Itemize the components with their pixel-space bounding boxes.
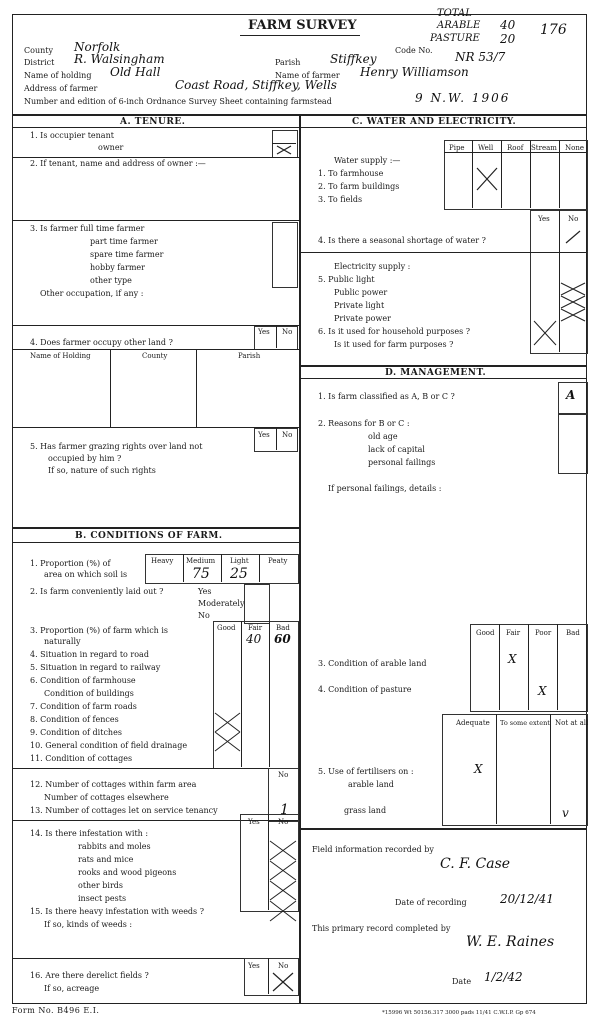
tenure-q1-owner: owner — [98, 143, 124, 152]
cottages-no-label: No — [278, 771, 289, 779]
totals-total-label: TOTAL — [437, 8, 472, 19]
center-divider — [299, 114, 301, 1004]
cond-col-fair: Fair — [506, 629, 521, 637]
management-q5-grass: grass land — [344, 806, 387, 815]
conditions-item-4: 4. Situation in regard to road — [30, 650, 149, 659]
conditions-q15b: If so, kinds of weeds : — [44, 920, 133, 929]
cross-mark: X — [508, 652, 517, 666]
code-value: NR 53/7 — [455, 50, 506, 64]
conditions-item-5: 5. Situation in regard to railway — [30, 663, 161, 672]
water-q5: 5. Public light — [318, 275, 375, 284]
tenure-heading: A. TENURE. — [120, 117, 186, 127]
conditions-heading-line — [12, 542, 300, 543]
record-date2: 1/2/42 — [484, 970, 523, 984]
cross-hatch — [560, 282, 586, 322]
water-heading-line — [300, 127, 587, 128]
tenure-q3-spare: spare time farmer — [90, 250, 164, 259]
footer-form-no: Form No. B496 E.I. — [12, 1006, 100, 1015]
conditions-q3b: naturally — [44, 637, 81, 646]
water-col-none: None — [565, 144, 584, 152]
water-q4-rule — [300, 252, 587, 253]
nat-col-good: Good — [217, 624, 236, 632]
management-heading-line — [300, 378, 587, 379]
totals-total-value: 176 — [540, 22, 567, 38]
conditions-q2-no: No — [198, 611, 210, 620]
conditions-q16b: If so, acreage — [44, 984, 100, 993]
water-grid-v4 — [559, 140, 560, 208]
fert-col-none: Not at all — [555, 719, 589, 727]
tenure-q3-hobby: hobby farmer — [90, 263, 145, 272]
conditions-q14: 14. Is there infestation with : — [30, 829, 149, 838]
nat-fair-value: 40 — [246, 632, 262, 646]
conditions-item-11: 11. Condition of cottages — [30, 754, 133, 763]
tenure-q3: 3. Is farmer full time farmer — [30, 224, 145, 233]
tenure-q5-line2: occupied by him ? — [48, 454, 122, 463]
tenure-q1: 1. Is occupier tenant — [30, 131, 114, 140]
sheet-label: Number and edition of 6-inch Ordnance Survey Sheet containing farmstead — [24, 97, 332, 106]
conditions-item-10: 10. General condition of field drainage — [30, 741, 188, 750]
conditions-heading: B. CONDITIONS OF FARM. — [75, 531, 223, 541]
conditions-q13-value: 1 — [280, 802, 289, 818]
cond-col-good: Good — [476, 629, 495, 637]
cross-mark — [476, 167, 498, 191]
pest-rats: rats and mice — [78, 855, 134, 864]
tenure-q4-yesno-split — [276, 326, 277, 348]
tenure-q5-no: No — [282, 431, 293, 439]
water-q6b: Is it used for farm purposes ? — [334, 340, 454, 349]
nat-col-bad: Bad — [276, 624, 290, 632]
water-management-divider — [300, 365, 587, 367]
holding-value: Old Hall — [110, 65, 161, 79]
water-grid-v2 — [501, 140, 502, 208]
tenure-q4-no: No — [282, 328, 293, 336]
water-q6: 6. Is it used for household purposes ? — [318, 327, 471, 336]
tenure-table-col1 — [110, 349, 111, 427]
tenure-q5-yes: Yes — [258, 431, 270, 439]
water-yesno-split — [559, 210, 560, 352]
management-reason-capital: lack of capital — [368, 445, 425, 454]
mgmt-fert-v1 — [496, 714, 497, 824]
conditions-item-8: 8. Condition of fences — [30, 715, 119, 724]
management-heading: D. MANAGEMENT. — [385, 368, 487, 378]
conditions-mid-rule — [12, 768, 300, 769]
conditions-item-9: 9. Condition of ditches — [30, 728, 122, 737]
address-value: Coast Road, Stiffkey, Wells — [175, 78, 337, 92]
water-col-pipe: Pipe — [449, 144, 465, 152]
conditions-item-7: 7. Condition of farm roads — [30, 702, 137, 711]
natural-grid-v2 — [269, 621, 270, 767]
district-value: R. Walsingham — [74, 52, 165, 66]
derelict-yes: Yes — [248, 962, 260, 970]
conditions-q16: 16. Are there derelict fields ? — [30, 971, 149, 980]
conditions-q12: 12. Number of cottages within farm area — [30, 780, 197, 789]
cross-mark — [533, 320, 557, 346]
q2-tick-box — [244, 584, 270, 624]
water-col-roof: Roof — [507, 144, 524, 152]
parish-label: Parish — [275, 58, 301, 67]
conditions-q2-yes: Yes — [198, 587, 212, 596]
soil-medium-value: 75 — [192, 566, 210, 582]
tenure-table-col2 — [196, 349, 197, 427]
cross-mark: X — [538, 684, 547, 698]
water-supply-label: Water supply :— — [334, 156, 401, 165]
tenure-q5-yesno-split — [276, 428, 277, 450]
cross-mark — [272, 972, 294, 992]
soil-grid-v2 — [221, 554, 222, 582]
pests-no: No — [278, 818, 289, 826]
soil-grid-v3 — [259, 554, 260, 582]
mgmt-cond-v1 — [499, 624, 500, 710]
management-reason-age: old age — [368, 432, 398, 441]
record-recorder: C. F. Case — [440, 856, 511, 872]
tick-mark: v — [562, 806, 569, 820]
code-label: Code No. — [395, 46, 433, 55]
tenure-q5-line1: 5. Has farmer grazing rights over land not — [30, 442, 203, 451]
water-r3: 3. To fields — [318, 195, 363, 204]
water-col-well: Well — [478, 144, 494, 152]
cond-col-bad: Bad — [566, 629, 580, 637]
derelict-yesno-split — [268, 958, 269, 994]
derelict-no: No — [278, 962, 289, 970]
record-field-info: Field information recorded by — [312, 845, 434, 854]
tenure-table-top — [12, 349, 300, 350]
totals-pasture-value: 20 — [500, 32, 516, 46]
water-no: No — [568, 215, 579, 223]
tenure-q3-other: other type — [90, 276, 132, 285]
farmer-label: Name of farmer — [275, 71, 340, 80]
address-label: Address of farmer — [24, 84, 98, 93]
water-q4: 4. Is there a seasonal shortage of water ? — [318, 236, 486, 245]
water-yes: Yes — [538, 215, 550, 223]
management-q2: 2. Reasons for B or C : — [318, 419, 410, 428]
tenure-q4: 4. Does farmer occupy other land ? — [30, 338, 173, 347]
conditions-item-6b: Condition of buildings — [44, 689, 134, 698]
tenure-q2-rule — [12, 220, 300, 221]
water-grid-v1 — [472, 140, 473, 208]
tenure-q3-tick-box — [272, 222, 298, 288]
tenure-q1-box-mid — [272, 143, 296, 144]
conditions-q2-moderately: Moderately — [198, 599, 245, 608]
totals-pasture-label: PASTURE — [430, 33, 480, 44]
management-q4: 4. Condition of pasture — [318, 685, 412, 694]
tenure-col-parish: Parish — [238, 352, 261, 360]
conditions-q15: 15. Is there heavy infestation with weeds ? — [30, 907, 204, 916]
county-label: County — [24, 46, 53, 55]
water-col-stream: Stream — [531, 144, 557, 152]
pest-rooks: rooks and wood pigeons — [78, 868, 177, 877]
management-class-value: A — [566, 388, 576, 402]
district-label: District — [24, 58, 55, 67]
cross-hatch — [214, 712, 241, 752]
tenure-col-county: County — [142, 352, 168, 360]
cross-mark: X — [474, 762, 483, 776]
conditions-q1a: 1. Proportion (%) of — [30, 559, 111, 568]
conditions-q12b: Number of cottages elsewhere — [44, 793, 169, 802]
title-underline — [240, 35, 360, 36]
water-q5d: Private power — [334, 314, 391, 323]
cross-hatch — [269, 840, 297, 922]
tenure-q4-yes: Yes — [258, 328, 270, 336]
totals-arable-value: 40 — [500, 18, 516, 32]
management-q5-arable: arable land — [348, 780, 394, 789]
tenure-q3-occupation: Other occupation, if any : — [40, 289, 144, 298]
management-q5: 5. Use of fertilisers on : — [318, 767, 414, 776]
holding-label: Name of holding — [24, 71, 92, 80]
record-date-label: Date of recording — [395, 898, 467, 907]
water-q5b: Public power — [334, 288, 388, 297]
natural-grid-v1 — [241, 621, 242, 767]
record-primary: This primary record completed by — [312, 924, 451, 933]
sheet-value: 9 N.W. 1906 — [415, 91, 511, 105]
tenure-q3-part: part time farmer — [90, 237, 158, 246]
water-q5c: Private light — [334, 301, 385, 310]
conditions-item-6: 6. Condition of farmhouse — [30, 676, 136, 685]
management-reasons-box — [558, 414, 588, 474]
county-value: Norfolk — [74, 40, 121, 54]
soil-col-peaty: Peaty — [268, 557, 288, 565]
conditions-q2: 2. Is farm conveniently laid out ? — [30, 587, 164, 596]
tenure-conditions-divider — [12, 527, 300, 529]
tenure-q5-line3: If so, nature of such rights — [48, 466, 156, 475]
mgmt-fert-v2 — [550, 714, 551, 824]
tenure-q2: 2. If tenant, name and address of owner :— — [30, 159, 206, 168]
form-title: FARM SURVEY — [248, 18, 357, 33]
mgmt-cond-v3 — [557, 624, 558, 710]
conditions-q13: 13. Number of cottages let on service tenancy — [30, 806, 218, 815]
management-q3: 3. Condition of arable land — [318, 659, 427, 668]
nat-bad-value: 60 — [274, 632, 291, 646]
management-q1: 1. Is farm classified as A, B or C ? — [318, 392, 455, 401]
tenure-q1-rule — [12, 157, 300, 158]
soil-col-medium: Medium — [186, 557, 216, 565]
fert-col-some: To some extent — [500, 719, 550, 727]
mgmt-cond-v2 — [528, 624, 529, 710]
soil-light-value: 25 — [230, 566, 248, 582]
water-r2: 2. To farm buildings — [318, 182, 400, 191]
soil-col-light: Light — [230, 557, 249, 565]
fert-col-adequate: Adequate — [456, 719, 490, 727]
conditions-q3a: 3. Proportion (%) of farm which is — [30, 626, 169, 635]
water-r1: 1. To farmhouse — [318, 169, 384, 178]
tenure-heading-line — [12, 127, 300, 128]
tenure-col-holding: Name of Holding — [30, 352, 91, 360]
cross-mark — [565, 230, 581, 244]
nat-col-fair: Fair — [248, 624, 263, 632]
record-completer: W. E. Raines — [466, 934, 555, 950]
pest-birds: other birds — [78, 881, 124, 890]
record-date: 20/12/41 — [500, 892, 554, 906]
conditions-q1b: area on which soil is — [44, 570, 128, 579]
pests-yes: Yes — [248, 818, 260, 826]
pest-insects: insect pests — [78, 894, 127, 903]
cond-col-poor: Poor — [535, 629, 552, 637]
record-date2-label: Date — [452, 977, 472, 986]
water-elec: Electricity supply : — [334, 262, 411, 271]
footer-print-ref: *15996 Wt 50156.317 3000 pads 11/41 C.W.I.P. Gp 674 — [382, 1010, 536, 1016]
water-heading: C. WATER AND ELECTRICITY. — [352, 117, 517, 127]
totals-arable-label: ARABLE — [437, 20, 481, 31]
parish-value: Stiffkey — [330, 52, 377, 66]
cross-mark — [276, 145, 292, 155]
soil-col-heavy: Heavy — [151, 557, 174, 565]
soil-grid-v1 — [183, 554, 184, 582]
pest-rabbits: rabbits and moles — [78, 842, 151, 851]
management-record-divider — [300, 828, 587, 830]
management-q2b: If personal failings, details : — [328, 484, 442, 493]
management-reason-failings: personal failings — [368, 458, 436, 467]
farmer-value: Henry Williamson — [360, 65, 469, 79]
